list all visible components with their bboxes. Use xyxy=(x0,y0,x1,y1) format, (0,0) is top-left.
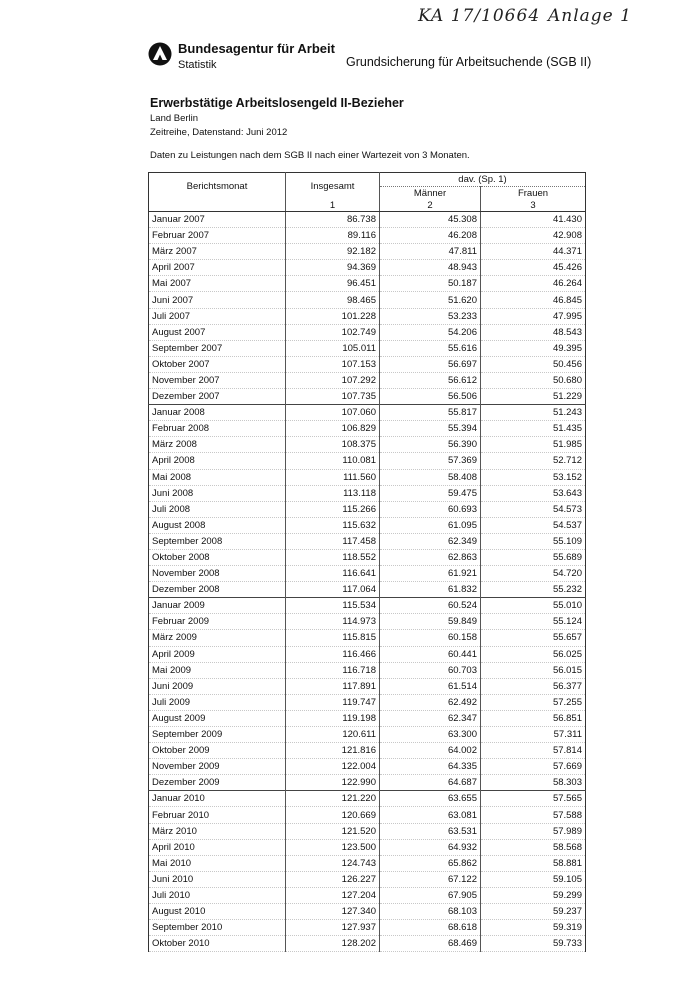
cell-men: 67.905 xyxy=(380,887,481,903)
cell-women: 56.851 xyxy=(481,710,586,726)
table-row xyxy=(149,356,586,372)
cell-month: Februar 2007 xyxy=(149,228,286,244)
cell-month: Juli 2009 xyxy=(149,694,286,710)
cell-women: 46.264 xyxy=(481,276,586,292)
cell-women: 55.109 xyxy=(481,533,586,549)
cell-men: 62.492 xyxy=(380,694,481,710)
table-row xyxy=(149,710,586,726)
table-row xyxy=(149,405,586,421)
table-row xyxy=(149,453,586,469)
cell-men: 68.469 xyxy=(380,936,481,952)
table-row xyxy=(149,582,586,598)
table-row xyxy=(149,549,586,565)
cell-men: 62.347 xyxy=(380,710,481,726)
table-row xyxy=(149,533,586,549)
agency-subtitle: Statistik xyxy=(178,59,217,72)
cell-total: 121.520 xyxy=(286,823,380,839)
table-row xyxy=(149,501,586,517)
cell-women: 57.989 xyxy=(481,823,586,839)
table-row xyxy=(149,807,586,823)
cell-month: November 2009 xyxy=(149,759,286,775)
cell-men: 62.863 xyxy=(380,549,481,565)
cell-women: 58.881 xyxy=(481,855,586,871)
cell-men: 55.394 xyxy=(380,421,481,437)
handwritten-label: Anlage 1 xyxy=(548,6,632,26)
cell-women: 55.232 xyxy=(481,582,586,598)
table-row xyxy=(149,292,586,308)
cell-men: 68.618 xyxy=(380,920,481,936)
cell-men: 54.206 xyxy=(380,324,481,340)
cell-total: 120.669 xyxy=(286,807,380,823)
cell-total: 89.116 xyxy=(286,228,380,244)
cell-month: Oktober 2010 xyxy=(149,936,286,952)
cell-women: 57.565 xyxy=(481,791,586,807)
cell-women: 49.395 xyxy=(481,340,586,356)
cell-month: Juni 2008 xyxy=(149,485,286,501)
cell-women: 59.733 xyxy=(481,936,586,952)
cell-total: 107.060 xyxy=(286,405,380,421)
table-row xyxy=(149,743,586,759)
table-row xyxy=(149,791,586,807)
colnum-3: 3 xyxy=(481,200,586,212)
cell-women: 57.669 xyxy=(481,759,586,775)
cell-total: 127.340 xyxy=(286,904,380,920)
cell-total: 105.011 xyxy=(286,340,380,356)
cell-women: 55.689 xyxy=(481,549,586,565)
col-group-header: dav. (Sp. 1) xyxy=(380,173,586,187)
cell-women: 47.995 xyxy=(481,308,586,324)
cell-women: 56.377 xyxy=(481,678,586,694)
table-row xyxy=(149,389,586,405)
handwritten-reference: KA 17/10664 xyxy=(418,6,541,26)
cell-total: 111.560 xyxy=(286,469,380,485)
cell-men: 56.612 xyxy=(380,372,481,388)
table-row xyxy=(149,485,586,501)
table-row xyxy=(149,727,586,743)
cell-total: 121.220 xyxy=(286,791,380,807)
cell-men: 57.369 xyxy=(380,453,481,469)
cell-men: 61.921 xyxy=(380,566,481,582)
cell-women: 51.985 xyxy=(481,437,586,453)
cell-month: März 2009 xyxy=(149,630,286,646)
cell-month: Mai 2008 xyxy=(149,469,286,485)
report-note: Daten zu Leistungen nach dem SGB II nach einer Wartezeit von 3 Monaten. xyxy=(150,150,470,161)
table-row xyxy=(149,855,586,871)
cell-women: 55.124 xyxy=(481,614,586,630)
cell-month: August 2010 xyxy=(149,904,286,920)
cell-women: 51.243 xyxy=(481,405,586,421)
cell-women: 57.588 xyxy=(481,807,586,823)
cell-men: 63.081 xyxy=(380,807,481,823)
cell-men: 64.932 xyxy=(380,839,481,855)
cell-month: April 2008 xyxy=(149,453,286,469)
cell-month: Januar 2010 xyxy=(149,791,286,807)
cell-total: 101.228 xyxy=(286,308,380,324)
table-row xyxy=(149,308,586,324)
cell-men: 67.122 xyxy=(380,871,481,887)
table-row xyxy=(149,517,586,533)
cell-month: März 2010 xyxy=(149,823,286,839)
cell-month: Mai 2009 xyxy=(149,662,286,678)
cell-total: 96.451 xyxy=(286,276,380,292)
cell-month: Juli 2007 xyxy=(149,308,286,324)
cell-women: 58.568 xyxy=(481,839,586,855)
cell-month: Juli 2010 xyxy=(149,887,286,903)
cell-total: 121.816 xyxy=(286,743,380,759)
cell-women: 59.299 xyxy=(481,887,586,903)
cell-men: 53.233 xyxy=(380,308,481,324)
table-row xyxy=(149,775,586,791)
cell-men: 61.095 xyxy=(380,517,481,533)
report-region: Land Berlin xyxy=(150,113,199,124)
cell-women: 57.311 xyxy=(481,727,586,743)
table-row xyxy=(149,839,586,855)
cell-total: 116.466 xyxy=(286,646,380,662)
cell-month: Mai 2007 xyxy=(149,276,286,292)
report-series: Zeitreihe, Datenstand: Juni 2012 xyxy=(150,127,288,138)
col-total-header: Insgesamt xyxy=(286,173,380,201)
table-row xyxy=(149,437,586,453)
cell-women: 52.712 xyxy=(481,453,586,469)
cell-month: Januar 2009 xyxy=(149,598,286,614)
cell-month: Januar 2007 xyxy=(149,212,286,228)
table-row xyxy=(149,614,586,630)
data-table xyxy=(148,172,586,952)
table-row xyxy=(149,887,586,903)
cell-month: August 2007 xyxy=(149,324,286,340)
cell-month: April 2009 xyxy=(149,646,286,662)
cell-women: 46.845 xyxy=(481,292,586,308)
cell-total: 115.815 xyxy=(286,630,380,646)
cell-month: Januar 2008 xyxy=(149,405,286,421)
cell-women: 59.105 xyxy=(481,871,586,887)
cell-month: Juni 2010 xyxy=(149,871,286,887)
col-men-header: Männer xyxy=(380,187,481,201)
cell-month: Oktober 2009 xyxy=(149,743,286,759)
cell-men: 59.849 xyxy=(380,614,481,630)
cell-total: 86.738 xyxy=(286,212,380,228)
cell-men: 56.506 xyxy=(380,389,481,405)
cell-month: November 2007 xyxy=(149,372,286,388)
table-row xyxy=(149,936,586,952)
agency-logo-icon xyxy=(148,42,172,66)
col-women-header: Frauen xyxy=(481,187,586,201)
cell-men: 63.531 xyxy=(380,823,481,839)
table-row xyxy=(149,759,586,775)
cell-total: 114.973 xyxy=(286,614,380,630)
table-row xyxy=(149,260,586,276)
cell-total: 113.118 xyxy=(286,485,380,501)
cell-total: 98.465 xyxy=(286,292,380,308)
cell-women: 56.025 xyxy=(481,646,586,662)
cell-total: 110.081 xyxy=(286,453,380,469)
cell-men: 60.703 xyxy=(380,662,481,678)
table-row xyxy=(149,372,586,388)
cell-month: Februar 2010 xyxy=(149,807,286,823)
cell-total: 116.718 xyxy=(286,662,380,678)
table-row xyxy=(149,646,586,662)
cell-women: 59.237 xyxy=(481,904,586,920)
table-row xyxy=(149,469,586,485)
cell-total: 117.458 xyxy=(286,533,380,549)
cell-total: 126.227 xyxy=(286,871,380,887)
cell-men: 59.475 xyxy=(380,485,481,501)
table-row xyxy=(149,598,586,614)
cell-women: 50.680 xyxy=(481,372,586,388)
cell-total: 123.500 xyxy=(286,839,380,855)
cell-men: 60.524 xyxy=(380,598,481,614)
cell-month: Juli 2008 xyxy=(149,501,286,517)
agency-name: Bundesagentur für Arbeit xyxy=(178,41,335,56)
table-row xyxy=(149,823,586,839)
cell-total: 102.749 xyxy=(286,324,380,340)
cell-men: 60.158 xyxy=(380,630,481,646)
cell-month: Dezember 2008 xyxy=(149,582,286,598)
cell-total: 108.375 xyxy=(286,437,380,453)
cell-men: 56.390 xyxy=(380,437,481,453)
cell-men: 64.687 xyxy=(380,775,481,791)
cell-month: April 2010 xyxy=(149,839,286,855)
colnum-2: 2 xyxy=(380,200,481,212)
cell-total: 117.064 xyxy=(286,582,380,598)
cell-total: 106.829 xyxy=(286,421,380,437)
table-row xyxy=(149,662,586,678)
cell-men: 61.832 xyxy=(380,582,481,598)
table-row xyxy=(149,871,586,887)
table-row xyxy=(149,678,586,694)
cell-men: 64.335 xyxy=(380,759,481,775)
cell-women: 45.426 xyxy=(481,260,586,276)
cell-women: 51.435 xyxy=(481,421,586,437)
cell-total: 122.990 xyxy=(286,775,380,791)
cell-men: 45.308 xyxy=(380,212,481,228)
cell-month: März 2008 xyxy=(149,437,286,453)
cell-women: 57.814 xyxy=(481,743,586,759)
cell-women: 53.643 xyxy=(481,485,586,501)
cell-month: September 2009 xyxy=(149,727,286,743)
cell-total: 122.004 xyxy=(286,759,380,775)
cell-total: 107.292 xyxy=(286,372,380,388)
table-row xyxy=(149,630,586,646)
cell-total: 107.735 xyxy=(286,389,380,405)
cell-total: 127.937 xyxy=(286,920,380,936)
table-row xyxy=(149,228,586,244)
cell-men: 58.408 xyxy=(380,469,481,485)
cell-women: 59.319 xyxy=(481,920,586,936)
agency-logo-block xyxy=(148,42,335,71)
cell-men: 46.208 xyxy=(380,228,481,244)
cell-women: 54.537 xyxy=(481,517,586,533)
table-row xyxy=(149,212,586,228)
cell-month: Dezember 2007 xyxy=(149,389,286,405)
cell-month: Juni 2009 xyxy=(149,678,286,694)
cell-men: 68.103 xyxy=(380,904,481,920)
cell-total: 92.182 xyxy=(286,244,380,260)
cell-men: 55.616 xyxy=(380,340,481,356)
cell-month: November 2008 xyxy=(149,566,286,582)
cell-men: 61.514 xyxy=(380,678,481,694)
table-row xyxy=(149,421,586,437)
cell-men: 51.620 xyxy=(380,292,481,308)
cell-month: März 2007 xyxy=(149,244,286,260)
cell-total: 115.632 xyxy=(286,517,380,533)
table-row xyxy=(149,276,586,292)
program-title: Grundsicherung für Arbeitsuchende (SGB II) xyxy=(346,55,592,69)
cell-women: 50.456 xyxy=(481,356,586,372)
cell-month: September 2007 xyxy=(149,340,286,356)
cell-month: Oktober 2008 xyxy=(149,549,286,565)
colnum-1: 1 xyxy=(286,200,380,212)
cell-total: 115.266 xyxy=(286,501,380,517)
cell-month: Dezember 2009 xyxy=(149,775,286,791)
cell-men: 48.943 xyxy=(380,260,481,276)
cell-total: 124.743 xyxy=(286,855,380,871)
cell-month: Mai 2010 xyxy=(149,855,286,871)
colnum-empty xyxy=(149,200,286,212)
cell-women: 44.371 xyxy=(481,244,586,260)
cell-women: 51.229 xyxy=(481,389,586,405)
cell-total: 115.534 xyxy=(286,598,380,614)
cell-month: September 2010 xyxy=(149,920,286,936)
cell-women: 56.015 xyxy=(481,662,586,678)
cell-total: 127.204 xyxy=(286,887,380,903)
cell-total: 120.611 xyxy=(286,727,380,743)
cell-month: Februar 2008 xyxy=(149,421,286,437)
cell-month: September 2008 xyxy=(149,533,286,549)
cell-men: 50.187 xyxy=(380,276,481,292)
cell-women: 41.430 xyxy=(481,212,586,228)
cell-women: 54.720 xyxy=(481,566,586,582)
cell-men: 56.697 xyxy=(380,356,481,372)
cell-total: 119.198 xyxy=(286,710,380,726)
cell-total: 94.369 xyxy=(286,260,380,276)
cell-total: 117.891 xyxy=(286,678,380,694)
cell-total: 118.552 xyxy=(286,549,380,565)
cell-month: April 2007 xyxy=(149,260,286,276)
cell-women: 57.255 xyxy=(481,694,586,710)
cell-total: 128.202 xyxy=(286,936,380,952)
table-row xyxy=(149,340,586,356)
cell-men: 63.655 xyxy=(380,791,481,807)
col-month-header: Berichtsmonat xyxy=(186,181,248,192)
cell-month: Juni 2007 xyxy=(149,292,286,308)
cell-month: August 2009 xyxy=(149,710,286,726)
cell-men: 63.300 xyxy=(380,727,481,743)
report-title: Erwerbstätige Arbeitslosengeld II-Bezieher xyxy=(150,96,404,110)
cell-women: 55.010 xyxy=(481,598,586,614)
cell-men: 62.349 xyxy=(380,533,481,549)
table-row xyxy=(149,920,586,936)
cell-month: August 2008 xyxy=(149,517,286,533)
table-row xyxy=(149,566,586,582)
cell-women: 58.303 xyxy=(481,775,586,791)
table-row xyxy=(149,244,586,260)
cell-men: 64.002 xyxy=(380,743,481,759)
cell-men: 60.693 xyxy=(380,501,481,517)
cell-total: 107.153 xyxy=(286,356,380,372)
cell-women: 54.573 xyxy=(481,501,586,517)
table-row xyxy=(149,694,586,710)
cell-men: 65.862 xyxy=(380,855,481,871)
cell-month: Oktober 2007 xyxy=(149,356,286,372)
cell-women: 42.908 xyxy=(481,228,586,244)
table-row xyxy=(149,324,586,340)
cell-month: Februar 2009 xyxy=(149,614,286,630)
cell-men: 47.811 xyxy=(380,244,481,260)
report-title-block xyxy=(150,96,404,138)
cell-women: 55.657 xyxy=(481,630,586,646)
cell-women: 48.543 xyxy=(481,324,586,340)
table-row xyxy=(149,904,586,920)
cell-total: 116.641 xyxy=(286,566,380,582)
cell-men: 55.817 xyxy=(380,405,481,421)
cell-women: 53.152 xyxy=(481,469,586,485)
cell-men: 60.441 xyxy=(380,646,481,662)
cell-total: 119.747 xyxy=(286,694,380,710)
